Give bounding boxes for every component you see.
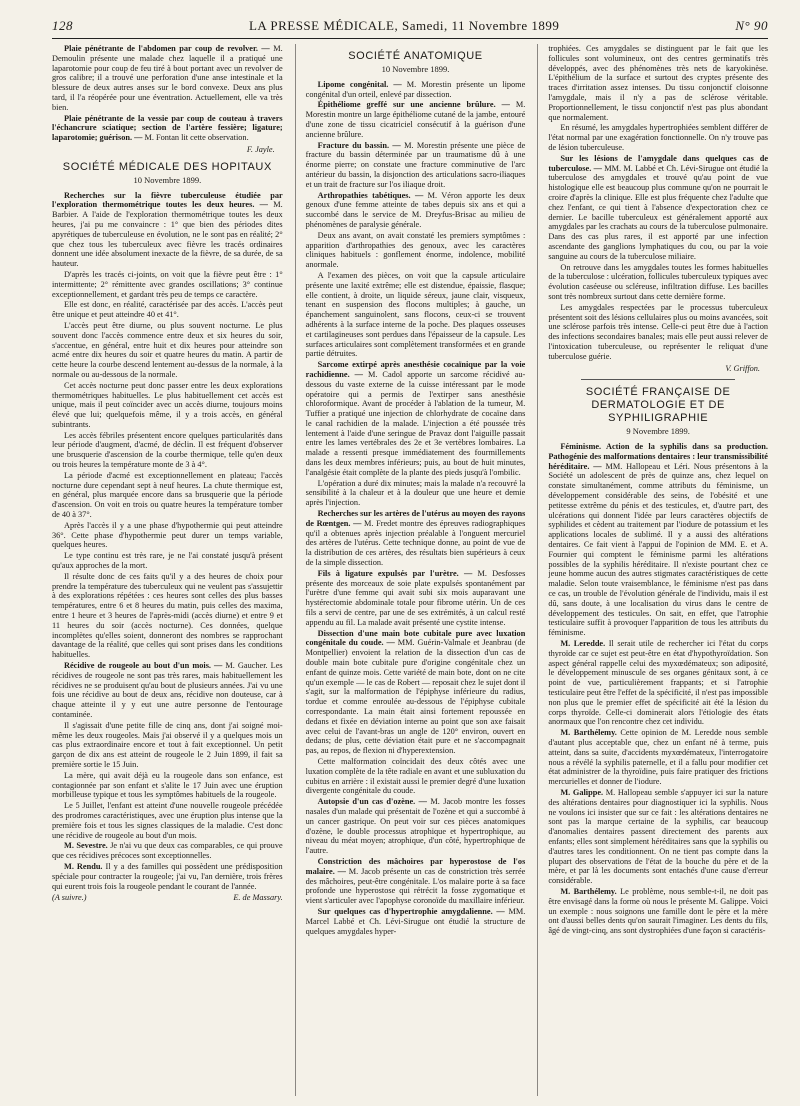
article-paragraph: M. Rendu. Il y a des familles qui possèdent une prédisposition spéciale pour contracter la rougeole; j'ai vu, l'an dernière, trois frères qui eurent trois fois la rougeole pendant le courant de l'année. xyxy=(52,861,283,891)
section-date: 9 Novembre 1899. xyxy=(626,426,690,437)
article-heading: Fracture du bassin. — xyxy=(317,140,405,150)
body-paragraph: Les amygdales respectées par le processus tuberculeux présentent soit des lésions cellulaires plus ou moins avancées, soit une sclérose parfois très intense. Celle-ci peut être due à l'action des infections secondaires banales; mais elle peut aussi relever de l'intoxication tuberculeuse, ou représenter le reliquat d'une tuberculose guérie. xyxy=(548,302,768,361)
article-paragraph: Constriction des mâchoires par hyperostose de l'os malaire. — M. Jacob présente un cas de constriction très serrée des mâchoires, peut-être congénitale. L'os malaire porte à sa face profonde une hyperostose qui rétrécit la fosse zygomatique et vient s'articuler avec l'apophyse coronoïde du maxillaire inférieur. xyxy=(305,856,526,906)
body-paragraph: Il résulte donc de ces faits qu'il y a des heures de choix pour prendre la température des tuberculeux qui ne veulent pas s'assujettir à des explorations répétées : ces heures sont celles des plus basses températures, entre 6 et 8 heures du matin, puis celles des maxima, entre 1 heure et 3 heures de l'après-midi (accès diurne) et entre 9 et 11 heures du soir (accès nocturne). Ces données, quelque incomplètes qu'elles soient, donneront des nombres se rapprochant davantage de la réalité, que celles qui sont prises dans les conditions habituelles. xyxy=(52,571,283,660)
body-paragraph: Cet accès nocturne peut donc passer entre les deux explorations thermométriques habituelles. Le plus habituellement cet accès est unique, mais il peut coïncider avec un accès diurne, toujours moins élevé que lui; quelquefois même, il y a trois accès, en général subintrants. xyxy=(52,380,283,429)
speaker-name: M. Sevestre. xyxy=(64,841,111,851)
article-paragraph: M. Leredde. Il serait utile de rechercher ici l'état du corps thyroïde car ce sujet est peut-être en état d'hypothyroïdation. Son aspect général rappelle celui des myxœdémateux; son adiposité, le développement minuscule de ses organes génitaux sont, à ce point de vue, particulièrement frappants; et si l'atrophie testiculaire peut être l'effet de la spécificité, il n'est pas impossible non plus que le premier effet de spécificité ait été la lésion du corps thyroïde. Celle-ci dominerait alors l'étiologie des états anormaux que l'on rencontre chez cet individu. xyxy=(548,639,768,727)
article-heading: Autopsie d'un cas d'ozène. — xyxy=(317,797,431,807)
section-title: SOCIÉTÉ ANATOMIQUE xyxy=(348,50,483,62)
journal-title: LA PRESSE MÉDICALE, Samedi, 11 Novembre 1899 xyxy=(248,18,560,33)
body-paragraph: Deux ans avant, on avait constaté les premiers symptômes : apparition d'arthropathies des genoux, avec les caractères cliniques habituels : gonflement énorme, indolence, mobilité anormale. xyxy=(305,230,526,270)
body-paragraph: En résumé, les amygdales hypertrophiées semblent différer de l'état normal par une exagération fonctionnelle. On n'y trouve pas de lésion tuberculeuse. xyxy=(548,123,768,152)
article-paragraph: Féminisme. Action de la syphilis dans sa production. Pathogénie des malformations dentaires : leur transmissibilité héréditaire. — MM. Hallopeau et Léri. Nous présentons à la Société un adolescent de près de quinze ans, chez lequel on constate simultanément, comme attributs du féminisme, un développement considérable des seins, de l'obésité et une petitesse extrême du pénis et des testicules, et, d'autre part, des ulcérations qui donnent l'idée par leurs caractères objectifs de syphilides et cèdent au traitement par l'iodure de potassium et les applications locales de sublimé. Il y a aussi des altérations dentaires. Ce fait vient à l'appui de l'opinion de MM. E. et A. Fournier qui comptent le féminisme parmi les altérations possibles de la syphilis héréditaire. Il n'existe pourtant chez ce jeune homme aucun des autres stigmates caractéristiques de cette maladie. Selon toute vraisemblance, le féminisme n'est pas dans ce cas, un trouble de l'évolution générale de l'individu, mais il est dû, sans doute, à une localisation du virus dans le centre de développement des testicules. On sait, en effet, que l'atrophie testiculaire suffit à provoquer l'apparition de tous les attributs du féminisme. xyxy=(548,442,768,638)
article-heading: Recherches sur les artères de l'utérus au moyen des rayons de Rœntgen. — xyxy=(305,509,526,528)
section-date: 10 Novembre 1899. xyxy=(381,64,450,74)
article-heading: Recherches sur la fièvre tuberculeuse étudiée par l'exploration thermométrique toutes les deux heures. — xyxy=(52,190,283,210)
author-signature: V. Griffon. xyxy=(725,363,760,373)
section-date: 10 Novembre 1899. xyxy=(133,174,202,185)
section-heading xyxy=(306,50,526,75)
article-paragraph: M. Galippe. M. Hallopeau semble s'appuyer ici sur la nature des altérations dentaires pour diagnostiquer ici la syphilis. Nous ne voulons ici insister que sur ce fait : les altérations dentaires ne sont pas la marque certaine de la syphilis, car beaucoup d'anomalies dentaires passent directement des parents aux enfants; elles sont simplement héréditaires sans que la syphilis ou d'autres tares les conditionnent. On ne tient pas compte dans la plupart des observations de l'état de la bouche du père et de la mère, et par là les documents sont entachés d'une cause d'erreur considérable. xyxy=(548,787,768,886)
article-heading: Constriction des mâchoires par hyperostose de l'os malaire. — xyxy=(305,856,526,876)
section-title: SOCIÉTÉ MÉDICALE DES HOPITAUX xyxy=(62,160,272,173)
article-paragraph: Arthropathies tabétiques. — M. Véron apporte les deux genoux d'une femme atteinte de tabes depuis six ans et qui a succombé dans le service de M. Dreyfus-Brisac au milieu de phénomènes de paralysie générale. xyxy=(305,190,526,229)
body-paragraph: On retrouve dans les amygdales toutes les formes habituelles de la tuberculose : ulcération, follicules tuberculeux typiques avec évolution caséeuse ou scléreuse, infiltration diffuse. Les bacilles sont très nombreux surtout dans cette dernière forme. xyxy=(548,262,768,301)
article-heading: Féminisme. Action de la syphilis dans sa production. Pathogénie des malformations dentaires : leur transmissibilité héréditaire. — xyxy=(548,442,768,471)
body-paragraph: Le 5 Juillet, l'enfant est atteint d'une nouvelle rougeole précédée des prodromes caractéristiques, avec une éruption plus intense que la première fois et tous les signes classiques de la maladie. C'est donc une récidive de rougeole au bout d'un mois. xyxy=(52,801,283,840)
article-heading: Sur les lésions de l'amygdale dans quelques cas de tuberculose. — xyxy=(548,153,768,173)
article-paragraph: Sur quelques cas d'hypertrophie amygdalienne. — MM. Marcel Labbé et Ch. Lévi-Sirugue ont étudié la structure de quelques amygdales hyper- xyxy=(305,906,526,936)
article-paragraph: Épithéliome greffé sur une ancienne brûlure. — M. Morestin montre un large épithéliome cutané de la jambe, entouré d'une zone de tissu cicatriciel consécutif à la guérison d'une ancienne brûlure. xyxy=(305,100,526,139)
article-paragraph: Fracture du bassin. — M. Morestin présente une pièce de fracture du bassin déterminée par un traumatisme dû à une énorme pierre; on constate une fracture comminutive de l'arc antérieur du bassin, la disjonction des articulations sacro-iliaques et un trait de fracture sur l'os iliaque droit. xyxy=(305,140,526,189)
article-paragraph: M. Barthélemy. Cette opinion de M. Leredde nous semble d'autant plus acceptable que, chez un enfant né à terme, puis atteint, dans sa suite, d'accidents myxœdémateux, l'interrogatoire nous a révélé la syphilis paternelle, et il a fallu pour modifier cet état administrer de la thyroïdine, puis faire pratiquer des frictions mercurielles et donner de l'iodure. xyxy=(548,728,768,787)
article-paragraph: Lipome congénital. — M. Morestin présente un lipome congénital d'un orteil, enlevé par dissection. xyxy=(305,79,526,99)
article-paragraph: M. Barthélemy. Le problème, nous semble-t-il, ne doit pas être envisagé dans la forme où nous le présente M. Galippe. Voici un exemple : nous soignons une famille dont le père et la mère ont d'aussi belles dents qu'on saurait l'imaginer. Les dents du fils, âgé de vingt-cinq, ans sont dystrophiées d'une façon si caractéris- xyxy=(548,886,768,936)
body-paragraph: Cette malformation coïncidait des deux côtés avec une luxation complète de la tête radiale en avant et une subluxation du cubitus en arrière : il existait aussi le premier degré d'une luxation divergente congénitale du coude. xyxy=(305,756,526,796)
continued-note: (A suivre.) xyxy=(52,893,87,903)
article-paragraph: Recherches sur la fièvre tuberculeuse étudiée par l'exploration thermométrique toutes les deux heures. — M. Barbier. A l'aide de l'exploration thermométrique toutes les deux heures, j'ai pu me convaincre : 1° que bien des périodes dites apyrétiques de tuberculeuse en évolution, ne le sont pas en réalité; 2° que chez tous les tuberculeux avec fièvre les tracés ordinaires donnent une idée absolument inexacte de la fièvre, de sa durée, de sa hauteur. xyxy=(52,190,283,269)
body-paragraph: Le type continu est très rare, je ne l'ai constaté jusqu'à présent qu'aux approches de la mort. xyxy=(52,551,283,571)
body-paragraph: Elle est donc, en réalité, caractérisée par des accès. L'accès peut être unique et peut atteindre 40 et 41°. xyxy=(52,300,283,320)
page-header xyxy=(52,12,768,39)
section-title: SOCIÉTÉ FRANÇAISE DE DERMATOLOGIE ET DE SYPHILIGRAPHIE xyxy=(585,386,731,425)
article-heading: Lipome congénital. — xyxy=(317,79,407,89)
article-paragraph: Plaie pénétrante de l'abdomen par coup de revolver. — M. Demoulin présente une malade chez laquelle il a pratiqué une laparotomie pour coup de feu tiré à bout portant avec un revolver de gros calibre; il a trouvé une perforation d'une anse intestinale et la blessure de deux autres anses sur le bord convexe. Deux ans plus tard, il l'a réopérée pour une éventration. Actuellement, elle va très bien. xyxy=(52,44,283,112)
article-paragraph: Plaie pénétrante de la vessie par coup de couteau à travers l'échancrure sciatique; section de l'artère fessière; ligature; laparotomie; guérison. — M. Fontan lit cette observation. xyxy=(52,113,283,143)
body-paragraph: D'après les tracés ci-joints, on voit que la fièvre peut être : 1° intermittente; 2° rémittente avec grandes oscillations; 3° continue exceptionnellement, et gardant très peu de temps ce caractère. xyxy=(52,269,283,299)
column-right xyxy=(537,44,768,1096)
article-paragraph: Autopsie d'un cas d'ozène. — M. Jacob montre les fosses nasales d'un malade qui présentait de l'ozène et qui a succombé à un cancer gastrique. On peut voir sur ces pièces anatomiques d'ozène, le double processus atrophique et hypertrophique, au niveau du méat moyen; atrophique, d'un côté, hypertrophique de l'autre. xyxy=(305,797,526,856)
body-paragraph: Les accès fébriles présentent encore quelques particularités dans leur période d'augment, d'acmé, de déclin. Il est fréquent d'observer une brusquerie d'ascension de la courbe thermique, telle qu'en deux ou trois heures la température monte de 3 à 4°. xyxy=(52,430,283,470)
article-paragraph: Recherches sur les artères de l'utérus au moyen des rayons de Rœntgen. — M. Fredet montre des épreuves radiographiques qu'il a obtenues après injection préalable à l'onguent mercuriel des artères de l'utérus. Cette technique donne, au point de vue de la distribution de ces artères, des résultats bien supérieurs à ceux de la simple dissection. xyxy=(305,509,526,568)
article-paragraph: Sur les lésions de l'amygdale dans quelques cas de tuberculose. — MM. M. Labbé et Ch. Lévi-Sirugue ont étudié la tuberculose des amygdales et trouvé qu'au point de vue histologique elle est beaucoup plus commune qu'on ne pourrait le croire d'après la clinique. Elle est plus fréquente chez l'adulte que chez l'enfant, ce qui tient à l'absence d'expectoration chez ce dernier. Le bacille tuberculeux est généralement apporté aux amygdales par les crachats au cours de la tuberculose pulmonaire. Dans des cas plus rares, il est apporté par une infection ascendante des ganglions lymphatiques du cou, ou par la voie sanguine au cours de la tuberculose miliaire. xyxy=(548,153,768,261)
section-heading xyxy=(52,161,283,186)
article-paragraph: M. Sevestre. Je n'ai vu que deux cas comparables, ce qui prouve que ces récidives précoces sont exceptionnelles. xyxy=(52,841,283,861)
page-number: 128 xyxy=(52,18,73,33)
body-paragraph: La période d'acmé est exceptionnellement en plateau; l'accès nocturne dure cependant sept à neuf heures. La chute thermique est, en général, plus marquée encore dans sa brusquerie que la période d'ascension. On voit en trois ou quatre heures la température tomber de 40 à 37°. xyxy=(52,470,283,520)
body-paragraph: L'accès peut être diurne, ou plus souvent nocturne. Le plus souvent donc l'accès commence entre deux et six heures du soir, s'accentue, en général, entre huit et dix heures pour atteindre son acmé entre dix heures du soir et quatre heures du matin. A partir de cette heure la courbe descend lentement au-dessus de la normale, à la normale ou au-dessous de la normale. xyxy=(52,320,283,379)
signature-line xyxy=(52,893,283,903)
body-paragraph: La mère, qui avait déjà eu la rougeole dans son enfance, est contagionnée par son enfant et s'alite le 17 Juin avec une éruption morbilleuse typique et tous les symptômes habituels de la rougeole. xyxy=(52,770,283,800)
article-paragraph: Dissection d'une main bote cubitale pure avec luxation congénitale du coude. — MM. Guérin-Valmale et Jeanbrau (de Montpellier) envoient la relation de la dissection d'un cas de double main bote cubitale pure d'origine congénitale chez un enfant de quinze mois. Cette variété de main bote, dont on ne cite qu'un exemple — le cas de Robert — reposait chez le sujet dont il s'agit, sur la malformation de l'épiphyse inférieure du radius, tordue et comme enroulée au-dessous de l'épiphyse cubitale correspondante. La main était ainsi fortement repoussée en dedans et fixée en déviation interne au point que son axe faisait avec celui de l'avant-bras un angle de 120° environ, ouvert en dedans; de plus, cette déviation était pure et ne s'accompagnait pas, au repos, de flexion ni d'hyperextension. xyxy=(305,628,526,756)
body-paragraph: Après l'accès il y a une phase d'hypothermie qui peut atteindre 36°. Cette phase d'hypothermie peut durer un temps variable, quelques heures. xyxy=(52,520,283,550)
issue-number: N° 90 xyxy=(735,18,768,33)
author-signature: E. de Massary. xyxy=(233,893,283,903)
article-heading: Fils à ligature expulsés par l'urètre. — xyxy=(317,568,478,578)
text-columns xyxy=(52,44,768,1096)
article-heading: Sur quelques cas d'hypertrophie amygdalienne. — xyxy=(317,906,509,916)
column-middle xyxy=(295,44,526,1096)
article-paragraph: Récidive de rougeole au bout d'un mois. — M. Gaucher. Les récidives de rougeole ne sont pas très rares, mais habituellement les récidives ne se produisent qu'au bout de plusieurs années. J'ai vu une fois une récidive au bout de deux ans, récidive non douteuse, car à chaque atteinte il y y eut une autre personne de l'entourage contaminée. xyxy=(52,661,283,719)
article-heading: Récidive de rougeole au bout d'un mois. — xyxy=(64,661,226,671)
body-paragraph: A l'examen des pièces, on voit que la capsule articulaire présente une laxité extrême; elle est distendue, épaissie, flasque; elle contient, à droite, un liquide séreux, jaune clair, visqueux, tenant en suspension des flocons multiples; à gauche, un épanchement sanguinolent, sans flocons, ceux-ci se trouvent adhérents à la surface interne de la poche. Des plaques osseuses et cartilagineuses sont perdues dans l'épaisseur de la capsule. Les surfaces articulaires sont complètement transformées et en grande partie détruites. xyxy=(305,270,526,359)
article-heading: Épithéliome greffé sur une ancienne brûlure. — xyxy=(317,100,516,110)
article-paragraph: Fils à ligature expulsés par l'urètre. — M. Desfosses présente des morceaux de soie plate expulsés spontanément par l'urètre d'une femme qui avait subi six mois auparavant une hystérectomie abdominale totale pour fibrome utérin. Un de ces fils a servi de centre, par une de ses extrémités, à un calcul resté appendu au fil. La malade avait présenté une cystite intense. xyxy=(305,568,526,627)
article-heading: Arthropathies tabétiques. — xyxy=(317,190,428,200)
speaker-name: M. Barthélemy. xyxy=(560,728,621,738)
speaker-name: M. Leredde. xyxy=(560,639,609,649)
speaker-name: M. Barthélemy. xyxy=(560,886,621,896)
article-paragraph: Sarcome extirpé après anesthésie cocaïnique par la voie rachidienne. — M. Cadol apporte un sarcome récidivé au-dessous du vaste externe de la cuisse intéressant par le mode opératoire qui a permis de l'extirper sans anesthésie chloroformique. Avant de procéder à l'ablation de la tumeur, M. Tuffier a pratiqué une injection de chlorhydrate de cocaïne dans le canal rachidien de la malade. L'injection a été poussée très lentement à l'aide d'une seringue de Pravaz dont l'aiguille passait entre les lames vertébrales des 2e et 3e vertèbres lombaires. La malade a ressenti presque immédiatement des fourmillements dans les deux membres inférieurs; puis, au bout de huit minutes, l'analgésie était complète de la plante des pieds jusqu'à l'ombilic. xyxy=(305,360,526,477)
article-heading: Sarcome extirpé après anesthésie cocaïnique par la voie rachidienne. — xyxy=(305,360,526,379)
section-heading xyxy=(548,386,768,437)
speaker-name: M. Galippe. xyxy=(560,787,606,797)
article-heading: Plaie pénétrante de l'abdomen par coup de revolver. — xyxy=(64,44,274,53)
body-paragraph: trophiées. Ces amygdales se distinguent par le fait que les follicules sont volumineux, ont des centres germinatifs très développés, avec des phénomènes très nets de karyokinèse. L'épithélium de la surface et surtout des cryptes présente des traces d'irritation assez intenses. Du tissu conjonctif cloisonne l'amygdale, mais il n'y a pas de sclérose véritable. Proportionnellement, le tissu conjonctif n'est pas plus abondant que normalement. xyxy=(548,44,768,122)
body-paragraph: Il s'agissait d'une petite fille de cinq ans, dont j'ai soigné moi-même les deux rougeoles. Mais j'ai observé il y a quelques mois un cas plus extraordinaire encore et tout à fait exceptionnel. Un petit garçon de dix ans est atteint de rougeole le 2 Juin 1899, il fait sa première sortie le 15 Juin. xyxy=(52,720,283,769)
article-heading: Plaie pénétrante de la vessie par coup de couteau à travers l'échancrure sciatique; section de l'artère fessière; ligature; laparotomie; guérison. — xyxy=(52,113,283,143)
author-signature: F. Jayle. xyxy=(246,144,275,154)
speaker-name: M. Rendu. xyxy=(64,861,106,871)
section-divider xyxy=(581,379,735,380)
article-heading: Dissection d'une main bote cubitale pure avec luxation congénitale du coude. — xyxy=(305,628,526,648)
column-left xyxy=(52,44,283,1096)
body-paragraph: L'opération a duré dix minutes; mais la malade n'a recouvré la sensibilité à la chaleur et à la douleur que une heure et demie après l'injection. xyxy=(305,478,526,508)
